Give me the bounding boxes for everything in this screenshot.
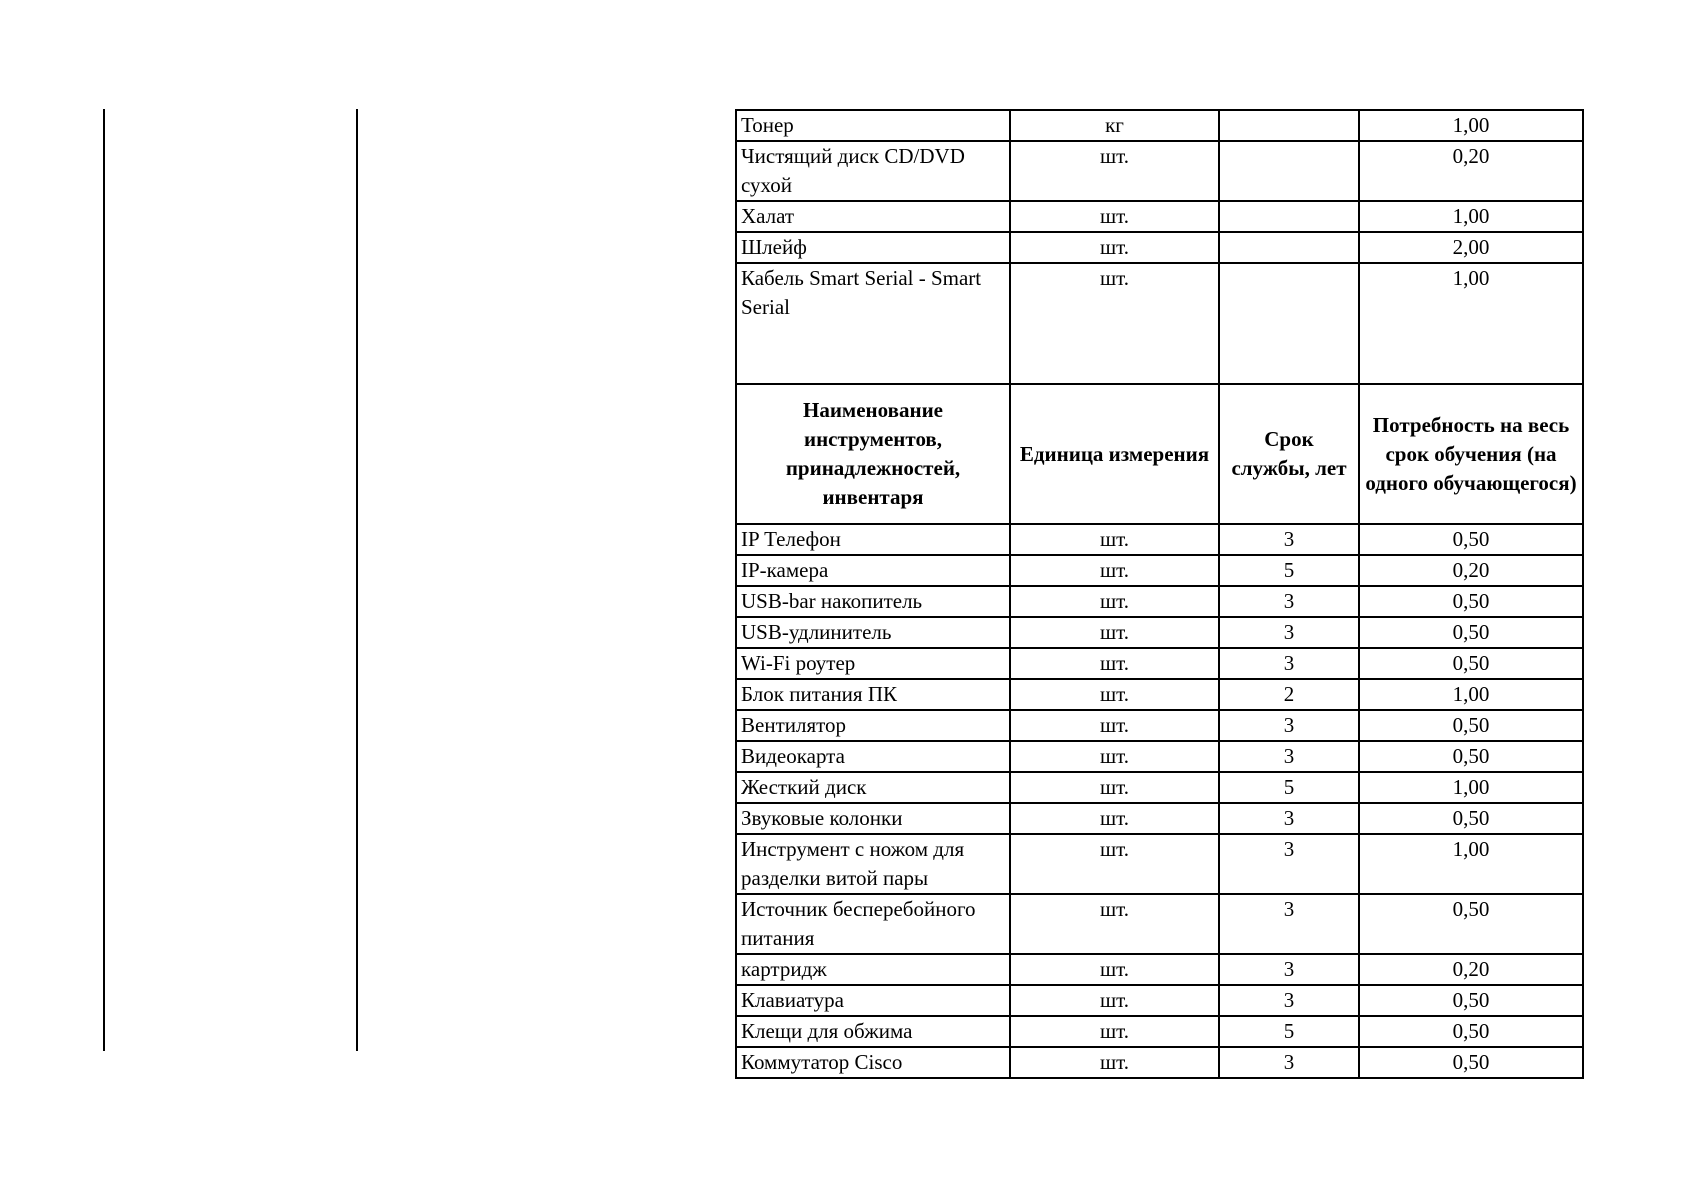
item-service-life: 3: [1219, 1047, 1359, 1078]
item-need: 1,00: [1359, 679, 1583, 710]
item-need: 1,00: [1359, 110, 1583, 141]
item-name: Блок питания ПК: [736, 679, 1010, 710]
item-unit: шт.: [1010, 679, 1219, 710]
item-need: 0,50: [1359, 894, 1583, 954]
item-need: 0,50: [1359, 803, 1583, 834]
table-row: [736, 141, 1583, 201]
item-need: 1,00: [1359, 834, 1583, 894]
item-name: Коммутатор Cisco: [736, 1047, 1010, 1078]
header-unit: Единица измерения: [1010, 384, 1219, 524]
item-service-life: 3: [1219, 617, 1359, 648]
middle-column-border: [356, 109, 358, 1051]
equipment-table: [735, 109, 1584, 1079]
item-service-life: [1219, 141, 1359, 201]
table-row: [736, 1047, 1583, 1078]
item-name: IP-камера: [736, 555, 1010, 586]
item-service-life: 3: [1219, 834, 1359, 894]
item-need: 0,20: [1359, 954, 1583, 985]
item-service-life: 5: [1219, 555, 1359, 586]
item-name: Видеокарта: [736, 741, 1010, 772]
item-service-life: 3: [1219, 524, 1359, 555]
item-name: USB-bar накопитель: [736, 586, 1010, 617]
table-row: [736, 617, 1583, 648]
item-unit: кг: [1010, 110, 1219, 141]
item-service-life: 3: [1219, 586, 1359, 617]
item-name: Звуковые колонки: [736, 803, 1010, 834]
item-need: 0,20: [1359, 555, 1583, 586]
item-service-life: 3: [1219, 985, 1359, 1016]
item-name: Халат: [736, 201, 1010, 232]
item-name: Клавиатура: [736, 985, 1010, 1016]
table-row: [736, 834, 1583, 894]
item-unit: шт.: [1010, 985, 1219, 1016]
item-unit: шт.: [1010, 555, 1219, 586]
header-name: Наименование инструментов, принадлежностей, инвентаря: [736, 384, 1010, 524]
item-service-life: 3: [1219, 710, 1359, 741]
table-row: [736, 586, 1583, 617]
table-row: [736, 772, 1583, 803]
table-row: [736, 648, 1583, 679]
table-row: [736, 110, 1583, 141]
table-row: [736, 524, 1583, 555]
item-need: 0,50: [1359, 985, 1583, 1016]
table-row: [736, 741, 1583, 772]
item-service-life: 3: [1219, 894, 1359, 954]
item-unit: шт.: [1010, 894, 1219, 954]
item-service-life: 2: [1219, 679, 1359, 710]
item-unit: шт.: [1010, 1047, 1219, 1078]
item-service-life: [1219, 110, 1359, 141]
item-need: 0,50: [1359, 617, 1583, 648]
item-need: 0,20: [1359, 141, 1583, 201]
item-name: Тонер: [736, 110, 1010, 141]
item-service-life: 5: [1219, 1016, 1359, 1047]
header-need: Потребность на весь срок обучения (на одного обучающегося): [1359, 384, 1583, 524]
item-name: Чистящий диск CD/DVD сухой: [736, 141, 1010, 201]
item-need: 1,00: [1359, 201, 1583, 232]
item-need: 0,50: [1359, 524, 1583, 555]
item-need: 0,50: [1359, 1016, 1583, 1047]
item-need: 1,00: [1359, 772, 1583, 803]
item-need: 1,00: [1359, 263, 1583, 384]
item-name: Wi-Fi роутер: [736, 648, 1010, 679]
table-row: [736, 679, 1583, 710]
item-need: 0,50: [1359, 741, 1583, 772]
item-name: Жесткий диск: [736, 772, 1010, 803]
item-name: Вентилятор: [736, 710, 1010, 741]
item-unit: шт.: [1010, 617, 1219, 648]
item-name: Кабель Smart Serial - Smart Serial: [736, 263, 1010, 384]
table-header-row: [736, 384, 1583, 524]
table-row: [736, 201, 1583, 232]
item-unit: шт.: [1010, 586, 1219, 617]
header-service-life: Срок службы, лет: [1219, 384, 1359, 524]
item-need: 0,50: [1359, 710, 1583, 741]
table-row: [736, 985, 1583, 1016]
item-name: картридж: [736, 954, 1010, 985]
table-row: [736, 954, 1583, 985]
item-service-life: 3: [1219, 803, 1359, 834]
item-service-life: 5: [1219, 772, 1359, 803]
table-row: [736, 555, 1583, 586]
item-name: Клещи для обжима: [736, 1016, 1010, 1047]
item-service-life: 3: [1219, 954, 1359, 985]
item-service-life: [1219, 263, 1359, 384]
item-unit: шт.: [1010, 141, 1219, 201]
item-service-life: 3: [1219, 648, 1359, 679]
item-need: 0,50: [1359, 1047, 1583, 1078]
item-unit: шт.: [1010, 772, 1219, 803]
item-service-life: 3: [1219, 741, 1359, 772]
item-unit: шт.: [1010, 1016, 1219, 1047]
table-row: [736, 232, 1583, 263]
item-name: Шлейф: [736, 232, 1010, 263]
item-need: 0,50: [1359, 586, 1583, 617]
item-unit: шт.: [1010, 834, 1219, 894]
item-name: Источник бесперебойного питания: [736, 894, 1010, 954]
item-unit: шт.: [1010, 232, 1219, 263]
table-row: [736, 1016, 1583, 1047]
item-unit: шт.: [1010, 954, 1219, 985]
item-service-life: [1219, 232, 1359, 263]
left-column-border: [103, 109, 105, 1051]
table-row: [736, 894, 1583, 954]
table-row: [736, 263, 1583, 384]
table-row: [736, 710, 1583, 741]
item-unit: шт.: [1010, 263, 1219, 384]
item-need: 0,50: [1359, 648, 1583, 679]
table-row: [736, 803, 1583, 834]
item-service-life: [1219, 201, 1359, 232]
item-need: 2,00: [1359, 232, 1583, 263]
item-name: Инструмент с ножом для разделки витой пары: [736, 834, 1010, 894]
item-unit: шт.: [1010, 201, 1219, 232]
item-unit: шт.: [1010, 648, 1219, 679]
item-name: IP Телефон: [736, 524, 1010, 555]
item-unit: шт.: [1010, 803, 1219, 834]
item-name: USB-удлинитель: [736, 617, 1010, 648]
item-unit: шт.: [1010, 710, 1219, 741]
item-unit: шт.: [1010, 524, 1219, 555]
item-unit: шт.: [1010, 741, 1219, 772]
